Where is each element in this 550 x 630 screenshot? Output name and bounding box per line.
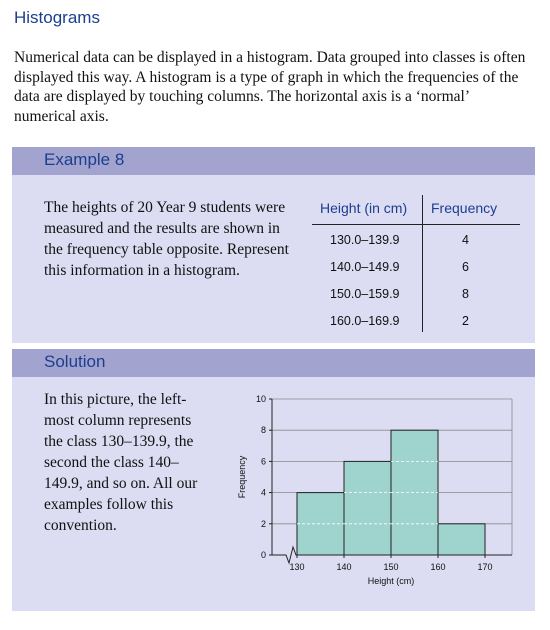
table-cell-frequency: 2 bbox=[462, 314, 469, 328]
table-divider-horizontal bbox=[312, 224, 520, 225]
x-tick-label: 160 bbox=[430, 562, 446, 572]
table-divider-vertical bbox=[422, 195, 423, 332]
y-tick-label: 0 bbox=[260, 550, 266, 560]
solution-panel bbox=[12, 349, 535, 611]
histogram-chart bbox=[222, 387, 522, 602]
x-tick-label: 150 bbox=[383, 562, 399, 572]
y-axis-label: Frequency bbox=[237, 455, 247, 499]
solution-header bbox=[12, 349, 535, 377]
example-header bbox=[12, 147, 535, 175]
table-cell-class: 160.0–169.9 bbox=[330, 314, 400, 328]
table-header-height: Height (in cm) bbox=[320, 200, 408, 216]
x-tick-label: 140 bbox=[336, 562, 352, 572]
y-tick-label: 2 bbox=[260, 518, 266, 529]
x-tick-label: 130 bbox=[289, 562, 305, 572]
intro-paragraph: Numerical data can be displayed in a histogram. Data grouped into classes is often displayed this way. A histogram is a type of graph in which the frequencies of the data are displayed by touching columns. The horizontal axis is a ‘normal’ numerical axis. bbox=[14, 49, 526, 125]
y-tick-label: 4 bbox=[260, 487, 266, 498]
example-panel bbox=[12, 147, 535, 343]
histogram-bar bbox=[438, 524, 485, 555]
x-tick-label: 170 bbox=[477, 562, 493, 572]
x-axis-label: Height (cm) bbox=[367, 576, 415, 586]
example-title: Example 8 bbox=[44, 150, 125, 169]
section-heading: Histograms bbox=[14, 8, 100, 27]
histogram-bar bbox=[344, 461, 391, 555]
table-cell-frequency: 6 bbox=[462, 260, 469, 274]
table-cell-class: 130.0–139.9 bbox=[330, 233, 400, 247]
y-tick-label: 10 bbox=[255, 394, 266, 404]
table-cell-frequency: 8 bbox=[462, 287, 469, 301]
table-cell-class: 140.0–149.9 bbox=[330, 260, 400, 274]
table-cell-frequency: 4 bbox=[462, 233, 469, 247]
table-cell-class: 150.0–159.9 bbox=[330, 287, 400, 301]
solution-title: Solution bbox=[44, 352, 106, 371]
example-problem-text: The heights of 20 Year 9 students were measured and the results are shown in the frequency table opposite. Represent this information in a histogram. bbox=[44, 199, 289, 279]
y-tick-label: 8 bbox=[260, 425, 266, 436]
y-tick-label: 6 bbox=[260, 456, 266, 467]
solution-text: In this picture, the left-most column represents the class 130–139.9, the second the class 140–149.9, and so on. All our examples follow this convention. bbox=[44, 391, 198, 534]
table-header-frequency: Frequency bbox=[431, 200, 498, 216]
